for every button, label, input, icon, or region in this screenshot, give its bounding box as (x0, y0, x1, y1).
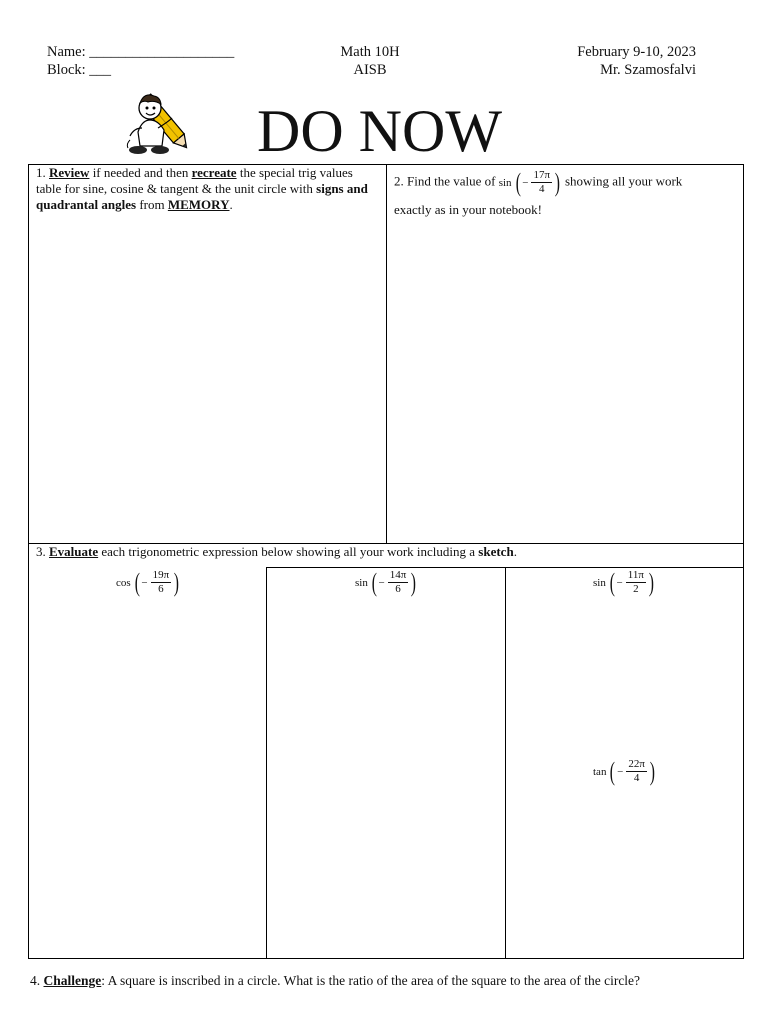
name-field: Name: ____________________ (47, 44, 235, 60)
block-field: Block: ___ (47, 62, 112, 78)
date: February 9-10, 2023 (577, 44, 696, 60)
header-left (47, 43, 234, 79)
teacher-name: Mr. Szamosfalvi (600, 62, 696, 78)
q3-expression-d: tan ( − $\frac{22\pi}{4}$ ) (593, 756, 655, 786)
question-1-text: 1. Review if needed and then recreate the special trig values table for sine, cosine & tangent & the unit circle with signs and quadrantal angles from MEMORY. (36, 165, 368, 212)
q3-expression-b: sin ( − $\frac{14\pi}{6}$ ) (355, 567, 417, 597)
course-name: Math 10H (340, 44, 400, 60)
memory-keyword: MEMORY (167, 197, 230, 212)
header-center (320, 43, 420, 79)
q3-top-rule (266, 567, 744, 568)
pencil-kid-clipart-icon (124, 88, 200, 156)
signs-phrase: signs and quadrantal angles (36, 181, 368, 212)
header-right (577, 43, 696, 79)
q3-expression-c: sin ( − $\frac{11\pi}{2}$ ) (593, 567, 654, 597)
sketch-keyword: sketch (478, 544, 514, 559)
question-1-box[interactable] (28, 164, 387, 544)
question-3-text: 3. Evaluate each trigonometric expression below showing all your work including a sketch. (36, 544, 517, 559)
q3-expression-a: cos ( − $\frac{19\pi}{6}$ ) (116, 567, 180, 597)
q2-expression: sin ( − $\frac{17\pi}{4}$ ) (498, 167, 560, 197)
page-title: DO NOW (257, 98, 502, 164)
recreate-keyword: recreate (191, 165, 237, 180)
challenge-keyword: Challenge (43, 973, 102, 988)
review-keyword: Review (49, 165, 90, 180)
question-4-text: 4. Challenge: A square is inscribed in a circle. What is the ratio of the area of the square to the area of the circle? (30, 973, 641, 988)
question-2-text: 2. Find the value of sin ( − $\frac{17\pi}{4}$ ) showing all your work exactly as in your notebook! (394, 169, 739, 218)
evaluate-keyword: Evaluate (49, 544, 99, 559)
question-2-box[interactable] (386, 164, 744, 544)
q3-column-2[interactable] (266, 567, 506, 959)
q3-column-1[interactable] (28, 567, 267, 959)
question-2-line2: exactly as in your notebook! (394, 202, 543, 217)
school-name: AISB (353, 62, 387, 78)
